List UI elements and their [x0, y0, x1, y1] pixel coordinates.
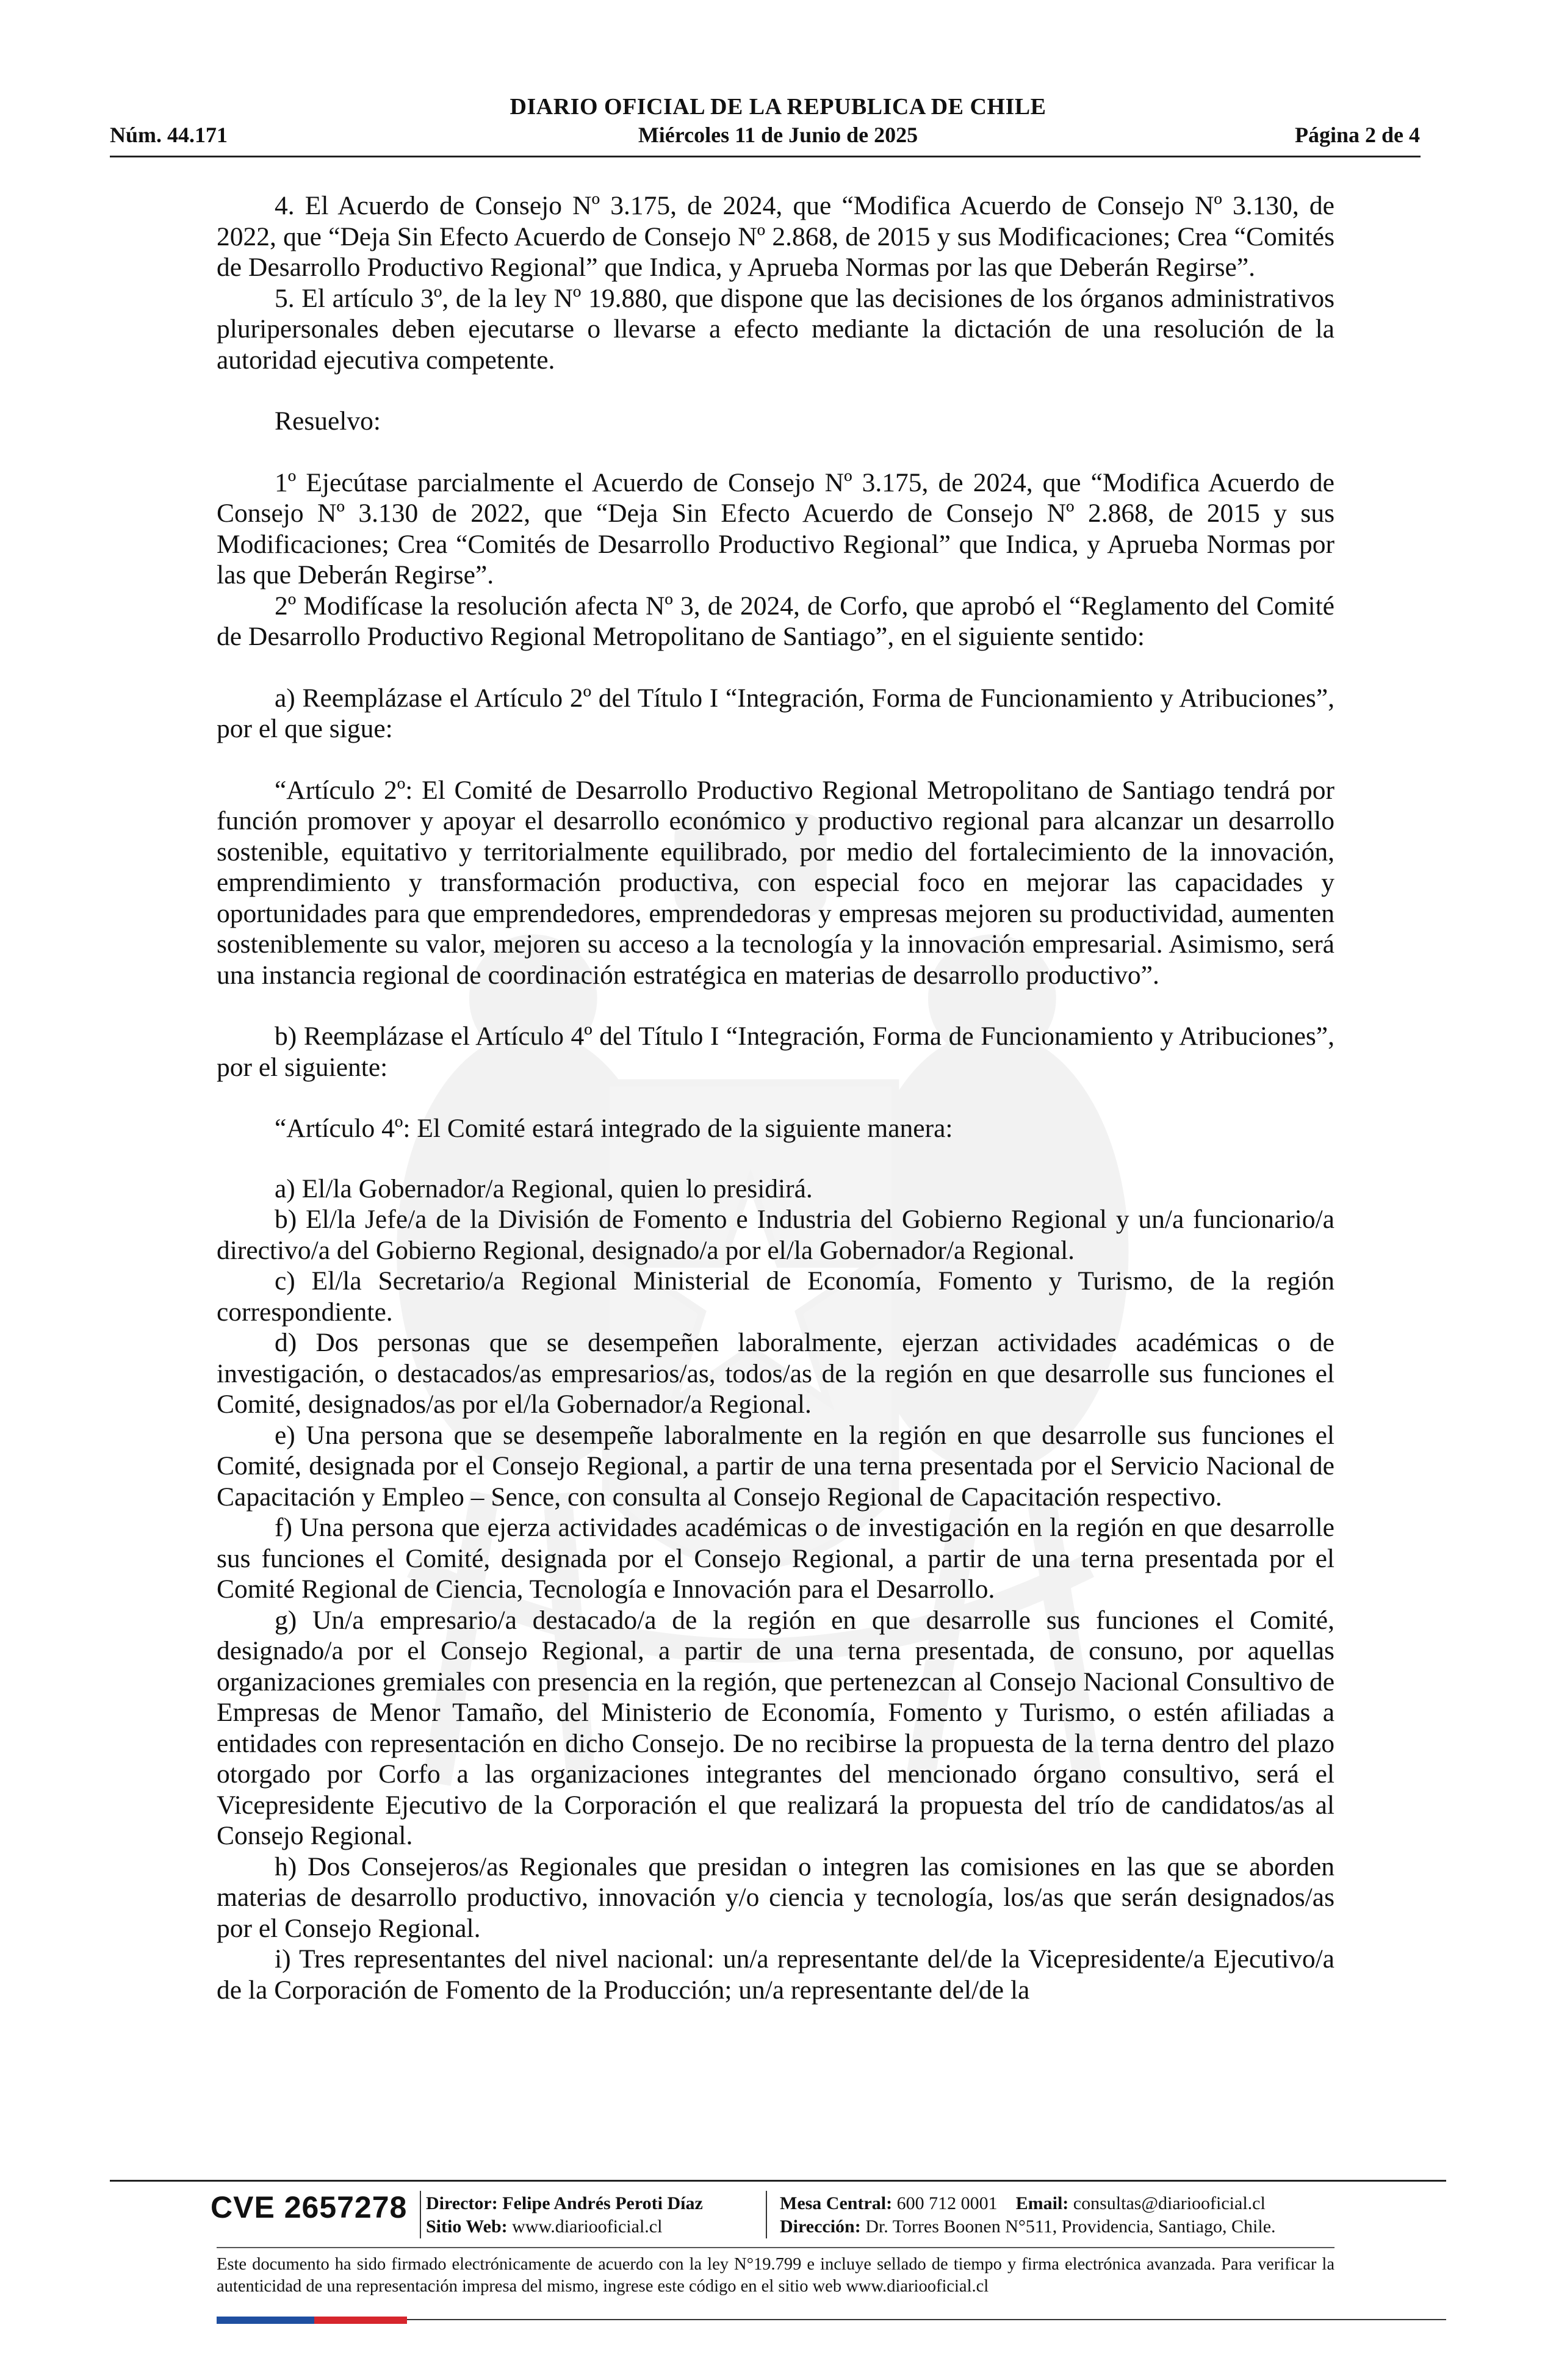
paragraph: a) Reemplázase el Artículo 2º del Título I “Integración, Forma de Funcionamiento y Atribuciones”, por el que sigue: [217, 683, 1334, 743]
paragraph: 2º Modifícase la resolución afecta Nº 3, de 2024, de Corfo, que aprobó el “Reglamento del Comité de Desarrollo Productivo Regional Metropolitano de Santiago”, en el siguiente sentido: [217, 591, 1334, 651]
document-body [217, 190, 1334, 2005]
list-item: b) El/la Jefe/a de la División de Fomento e Industria del Gobierno Regional y un/a funcionario/a directivo/a del Gobierno Regional, designado/a por el/la Gobernador/a Regional. [217, 1205, 1334, 1265]
header-divider [110, 156, 1421, 157]
phone-label: Mesa Central: [780, 2193, 893, 2213]
phone-number: 600 712 0001 [896, 2193, 998, 2213]
address-label: Dirección: [780, 2216, 861, 2237]
contact-info [780, 2192, 1276, 2238]
list-item: h) Dos Consejeros/as Regionales que presidan o integren las comisiones en las que se aborden materias de desarrollo productivo, innovación y/o ciencia y tecnología, los/as que serán designados/as por el Consejo Regional. [217, 1852, 1334, 1943]
list-item: c) El/la Secretario/a Regional Ministerial de Economía, Fomento y Turismo, de la región correspondiente. [217, 1266, 1334, 1327]
email-link[interactable]: consultas@diariooficial.cl [1073, 2193, 1266, 2213]
list-item: i) Tres representantes del nivel nacional: un/a representante del/de la Vicepresidente/a Ejecutivo/a de la Corporación de Fomento de la Producción; un/a representante del/de la [217, 1944, 1334, 2005]
resolution-heading: Resuelvo: [275, 406, 381, 436]
quoted-article: “Artículo 2º: El Comité de Desarrollo Productivo Regional Metropolitano de Santiago tendrá por función promover y apoyar el desarrollo económico y productivo regional para alcanzar un desarrollo sostenible, equitativo y territorialmente equilibrado, por medio del fortalecimiento de la innovación, emprendimiento y transformación productiva, con especial foco en mejorar las capacidades y oportunidades para que emprendedores, emprendedoras y empresas mejoren su productividad, aumenten sosteniblemente su valor, mejoren su acceso a la tecnología y la innovación empresarial. Asimismo, será una instancia regional de coordinación estratégica en materias de desarrollo productivo”. [217, 775, 1334, 990]
page-indicator: Página 2 de 4 [1294, 123, 1420, 147]
issue-number: Núm. 44.171 [110, 123, 228, 147]
paragraph: b) Reemplázase el Artículo 4º del Título I “Integración, Forma de Funcionamiento y Atribuciones”, por el siguiente: [217, 1022, 1334, 1082]
newspaper-title: DIARIO OFICIAL DE LA REPUBLICA DE CHILE [510, 94, 1046, 120]
director-info [426, 2192, 703, 2238]
footer-bottom-line [407, 2319, 1446, 2320]
footer-separator [766, 2191, 767, 2238]
footer-separator [420, 2191, 421, 2238]
footer-divider [110, 2180, 1446, 2182]
paragraph: 1º Ejecútase parcialmente el Acuerdo de Consejo Nº 3.175, de 2024, que “Modifica Acuerdo de Consejo Nº 3.130 de 2022, que “Deja Sin Efecto Acuerdo de Consejo Nº 2.868, de 2015 y sus Modificaciones; Crea “Comités de Desarrollo Productivo Regional” que Indica, y Aprueba Normas por las que Deberán Regirse”. [217, 467, 1334, 590]
website-label: Sitio Web: [426, 2216, 508, 2237]
list-item: a) El/la Gobernador/a Regional, quien lo presidirá. [275, 1174, 813, 1203]
list-item: d) Dos personas que se desempeñen laboralmente, ejerzan actividades académicas o de investigación, o destacados/as empresarios/as, todos/as de la región en que desarrolle sus funciones el Comité, designados/as por el/la Gobernador/a Regional. [217, 1328, 1334, 1419]
director-name: Felipe Andrés Peroti Díaz [502, 2193, 703, 2213]
address-text: Dr. Torres Boonen N°511, Providencia, Santiago, Chile. [865, 2216, 1276, 2237]
paragraph: 5. El artículo 3º, de la ley Nº 19.880, que dispone que las decisiones de los órganos administrativos pluripersonales deben ejecutarse o llevarse a efecto mediante la dictación de una resolución de la autoridad ejecutiva competente. [217, 283, 1334, 375]
quoted-article: “Artículo 4º: El Comité estará integrado de la siguiente manera: [275, 1114, 953, 1143]
email-label: Email: [1015, 2193, 1069, 2213]
list-item: e) Una persona que se desempeñe laboralmente en la región en que desarrolle sus funciones el Comité, designada por el Consejo Regional, a partir de una terna presentada por el Servicio Nacional de Capacitación y Empleo – Sence, con consulta al Consejo Regional de Capacitación respectivo. [217, 1420, 1334, 1512]
website-link[interactable]: www.diariooficial.cl [512, 2216, 663, 2237]
list-item: g) Un/a empresario/a destacado/a de la región en que desarrolle sus funciones el Comité, designado/a por el Consejo Regional, a partir de una terna presentada, de consuno, por aquellas organizaciones gremiales con presencia en la región, que pertenezcan al Consejo Nacional Consultivo de Empresas de Menor Tamaño, del Ministerio de Economía, Fomento y Turismo, o estén afiliadas a entidades con representación en dicho Consejo. De no recibirse la propuesta de la terna dentro del plazo otorgado por Corfo a las organizaciones integrantes del mencionado órgano consultivo, será el Vicepresidente Ejecutivo de la Corporación el que realizará la propuesta del trío de candidatos/as al Consejo Regional. [217, 1605, 1334, 1850]
paragraph: 4. El Acuerdo de Consejo Nº 3.175, de 2024, que “Modifica Acuerdo de Consejo Nº 3.130, de 2022, que “Deja Sin Efecto Acuerdo de Consejo Nº 2.868, de 2015 y sus Modificaciones; Crea “Comités de Desarrollo Productivo Regional” que Indica, y Aprueba Normas por las que Deberán Regirse”. [217, 191, 1334, 282]
footer-divider [217, 2247, 1334, 2248]
list-item: f) Una persona que ejerza actividades académicas o de investigación en la región en que desarrolle sus funciones el Comité, designada por el Consejo Regional, a partir de una terna presentada por el Comité Regional de Ciencia, Tecnología e Innovación para el Desarrollo. [217, 1513, 1334, 1604]
director-label: Director: [426, 2193, 498, 2213]
cve-code: CVE 2657278 [211, 2190, 408, 2224]
signature-note: Este documento ha sido firmado electrónicamente de acuerdo con la ley N°19.799 e incluye sellado de tiempo y firma electrónica avanzada. Para verificar la autenticidad de una representación impresa del mismo, ingrese este código en el sitio web www.diariooficial.cl [217, 2255, 1334, 2296]
issue-date: Miércoles 11 de Junio de 2025 [638, 123, 918, 147]
flag-stripe-red [314, 2317, 407, 2324]
flag-stripe-blue [217, 2317, 314, 2324]
